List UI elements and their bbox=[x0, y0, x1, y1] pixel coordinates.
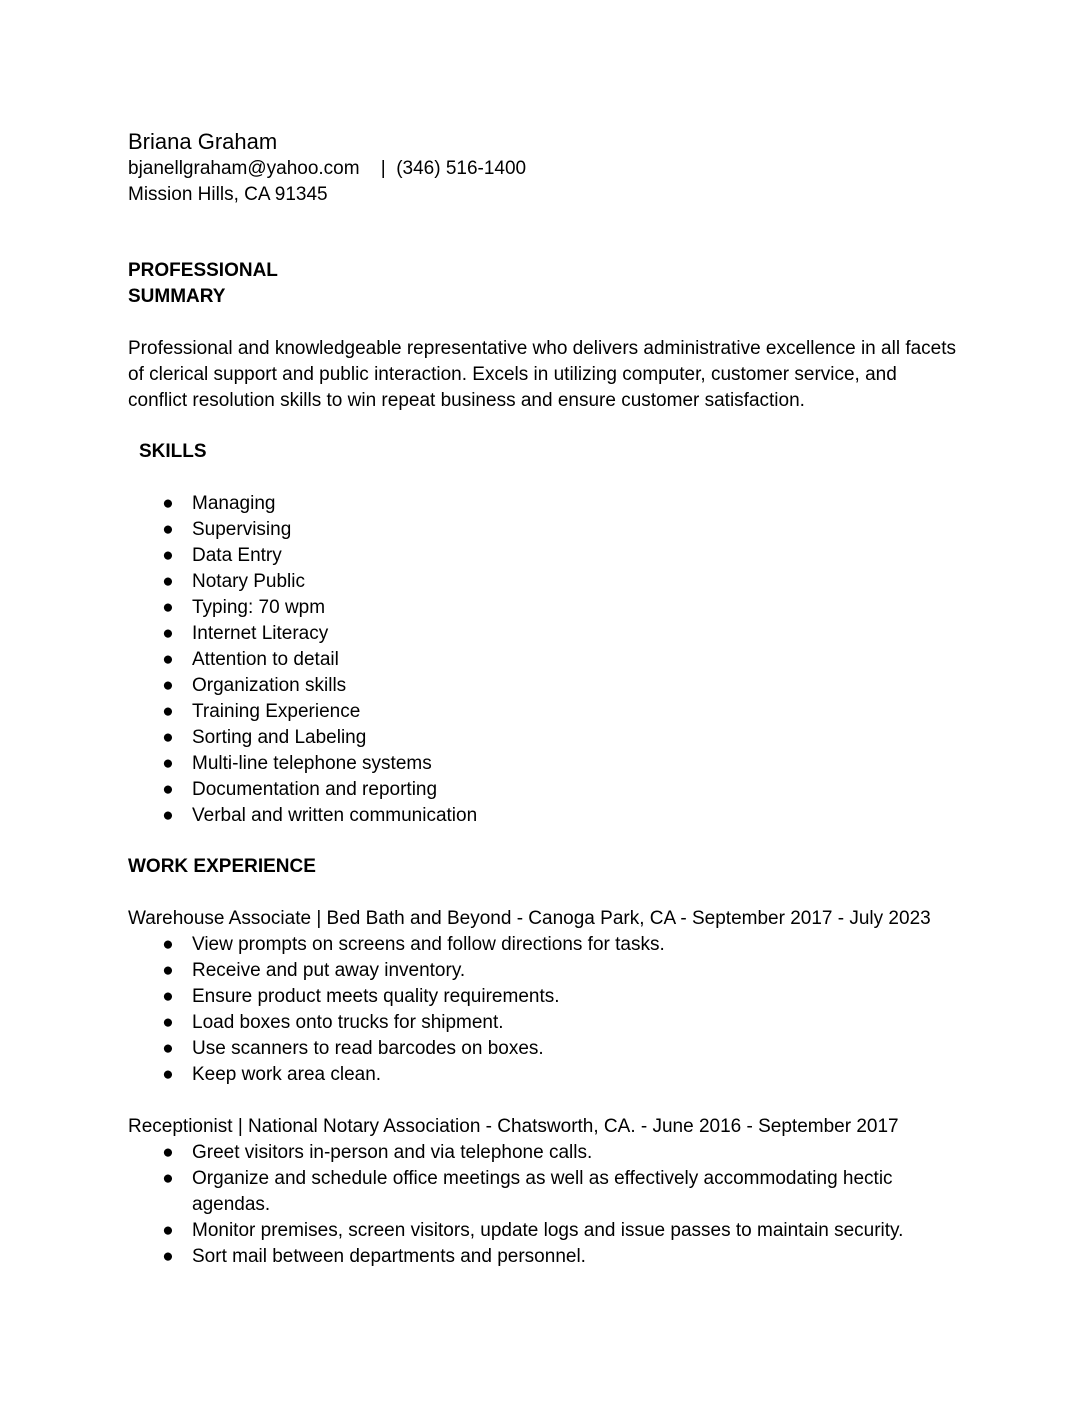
duty-text: Keep work area clean. bbox=[192, 1064, 382, 1085]
bullet-icon: ● bbox=[162, 986, 174, 1007]
contact-line: bjanellgraham@yahoo.com | (346) 516-1400 bbox=[128, 158, 527, 179]
skill-label: Verbal and written communication bbox=[192, 805, 478, 826]
bullet-icon: ● bbox=[162, 727, 174, 748]
bullet-icon: ● bbox=[162, 1012, 174, 1033]
bullet-icon: ● bbox=[162, 805, 174, 826]
bullet-icon: ● bbox=[162, 753, 174, 774]
duty-item bbox=[128, 1166, 968, 1218]
duty-text: Monitor premises, screen visitors, update logs and issue passes to maintain security. bbox=[192, 1220, 904, 1241]
skill-item bbox=[128, 673, 968, 699]
resume-content bbox=[128, 128, 968, 1270]
bullet-icon: ● bbox=[162, 1064, 174, 1085]
skill-label: Notary Public bbox=[192, 571, 305, 592]
skill-label: Data Entry bbox=[192, 545, 282, 566]
duty-item bbox=[128, 1218, 968, 1244]
bullet-icon: ● bbox=[162, 1246, 174, 1267]
bullet-icon: ● bbox=[162, 675, 174, 696]
skill-item bbox=[128, 751, 968, 777]
job-duties-receptionist bbox=[128, 1140, 968, 1270]
duty-item bbox=[128, 932, 968, 958]
skill-item bbox=[128, 595, 968, 621]
skill-item bbox=[128, 621, 968, 647]
skill-item bbox=[128, 491, 968, 517]
duty-text: Sort mail between departments and personnel. bbox=[192, 1246, 586, 1267]
bullet-icon: ● bbox=[162, 545, 174, 566]
skill-label: Internet Literacy bbox=[192, 623, 329, 644]
summary-heading-line1: PROFESSIONAL bbox=[128, 260, 278, 281]
job-title-receptionist: Receptionist | National Notary Association - Chatsworth, CA. - June 2016 - September 2017 bbox=[128, 1116, 899, 1137]
bullet-icon: ● bbox=[162, 623, 174, 644]
duty-item bbox=[128, 1010, 968, 1036]
skills-heading: SKILLS bbox=[139, 441, 207, 462]
skill-label: Attention to detail bbox=[192, 649, 339, 670]
bullet-icon: ● bbox=[162, 597, 174, 618]
skill-item bbox=[128, 517, 968, 543]
skill-label: Typing: 70 wpm bbox=[192, 597, 326, 618]
job-title-warehouse: Warehouse Associate | Bed Bath and Beyond - Canoga Park, CA - September 2017 - July 2023 bbox=[128, 908, 931, 929]
bullet-icon: ● bbox=[162, 934, 174, 955]
skill-label: Multi-line telephone systems bbox=[192, 753, 432, 774]
duty-item bbox=[128, 1062, 968, 1088]
duty-text: Receive and put away inventory. bbox=[192, 960, 466, 981]
duty-text: Load boxes onto trucks for shipment. bbox=[192, 1012, 504, 1033]
bullet-icon: ● bbox=[162, 649, 174, 670]
skill-item bbox=[128, 725, 968, 751]
duty-item bbox=[128, 1244, 968, 1270]
job-duties-warehouse bbox=[128, 932, 968, 1088]
summary-heading-line2: SUMMARY bbox=[128, 286, 226, 307]
duty-item bbox=[128, 1140, 968, 1166]
bullet-icon: ● bbox=[162, 1220, 174, 1241]
bullet-icon: ● bbox=[162, 1142, 174, 1163]
bullet-icon: ● bbox=[162, 493, 174, 514]
skill-label: Sorting and Labeling bbox=[192, 727, 367, 748]
duty-text: Use scanners to read barcodes on boxes. bbox=[192, 1038, 544, 1059]
duty-text: Greet visitors in-person and via telephone calls. bbox=[192, 1142, 593, 1163]
duty-text: Ensure product meets quality requirements. bbox=[192, 986, 560, 1007]
skill-item bbox=[128, 543, 968, 569]
skill-label: Organization skills bbox=[192, 675, 347, 696]
applicant-name: Briana Graham bbox=[128, 129, 278, 154]
skill-item bbox=[128, 569, 968, 595]
duty-text: Organize and schedule office meetings as well as effectively accommodating hectic agendas. bbox=[192, 1168, 893, 1215]
bullet-icon: ● bbox=[162, 1038, 174, 1059]
bullet-icon: ● bbox=[162, 1168, 174, 1189]
bullet-icon: ● bbox=[162, 960, 174, 981]
bullet-icon: ● bbox=[162, 779, 174, 800]
skill-label: Managing bbox=[192, 493, 276, 514]
summary-heading bbox=[128, 258, 328, 310]
duty-item bbox=[128, 1036, 968, 1062]
duty-item bbox=[128, 984, 968, 1010]
duty-text: View prompts on screens and follow directions for tasks. bbox=[192, 934, 665, 955]
summary-text: Professional and knowledgeable representative who delivers administrative excellence in all facets of clerical support and public interaction. Excels in utilizing computer, customer service, and conflict resolution skills to win repeat business and ensure customer satisfaction. bbox=[128, 338, 957, 411]
skill-item bbox=[128, 777, 968, 803]
bullet-icon: ● bbox=[162, 519, 174, 540]
skill-label: Supervising bbox=[192, 519, 292, 540]
skill-label: Documentation and reporting bbox=[192, 779, 438, 800]
bullet-icon: ● bbox=[162, 571, 174, 592]
duty-item bbox=[128, 958, 968, 984]
skill-label: Training Experience bbox=[192, 701, 361, 722]
location: Mission Hills, CA 91345 bbox=[128, 184, 328, 205]
skill-item bbox=[128, 647, 968, 673]
skill-item bbox=[128, 803, 968, 829]
skill-item bbox=[128, 699, 968, 725]
bullet-icon: ● bbox=[162, 701, 174, 722]
work-experience-heading: WORK EXPERIENCE bbox=[128, 856, 316, 877]
skills-list bbox=[128, 491, 968, 829]
